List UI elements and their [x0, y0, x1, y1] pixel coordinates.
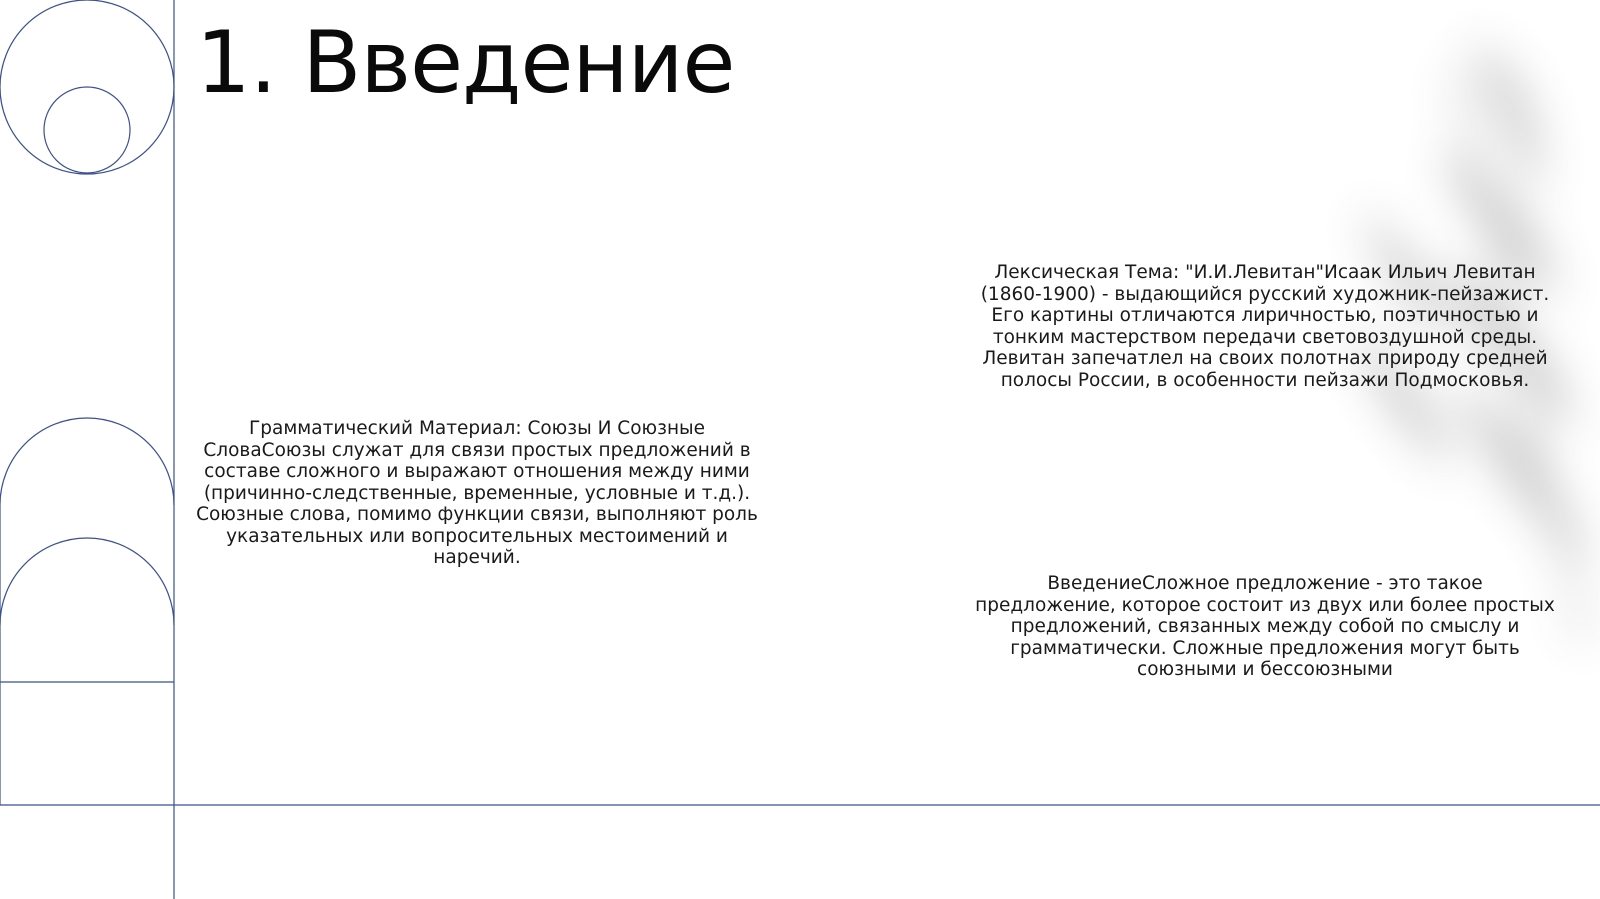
inner-arch-outline — [0, 538, 174, 625]
outer-arch-outline — [0, 418, 174, 505]
introduction-text: ВведениеСложное предложение - это такое предложение, которое состоит из двух или более простых предложений, связанных между собой по смыслу и грамматически. Сложные предложения могут быть союзными и бессоюзными — [975, 573, 1555, 680]
small-circle-outline — [44, 87, 130, 173]
slide-title: 1. Введение — [196, 13, 735, 113]
grammar-material-text: Грамматический Материал: Союзы И Союзные СловаСоюзы служат для связи простых предложений в составе сложного и выражают отношения между ними (причинно-следственные, временные, условные и т.д.). Союзные слова, помимо функции связи, выполняют роль указательных или вопросительных местоимений и наречий. — [196, 418, 758, 568]
lexical-topic-text: Лексическая Тема: "И.И.Левитан"Исаак Ильич Левитан (1860-1900) - выдающийся русский художник-пейзажист. Его картины отличаются лиричностью, поэтичностью и тонким мастерством передачи световоздушной среды. Левитан запечатлел на своих полотнах природу средней полосы России, в особенности пейзажи Подмосковья. — [980, 262, 1550, 391]
